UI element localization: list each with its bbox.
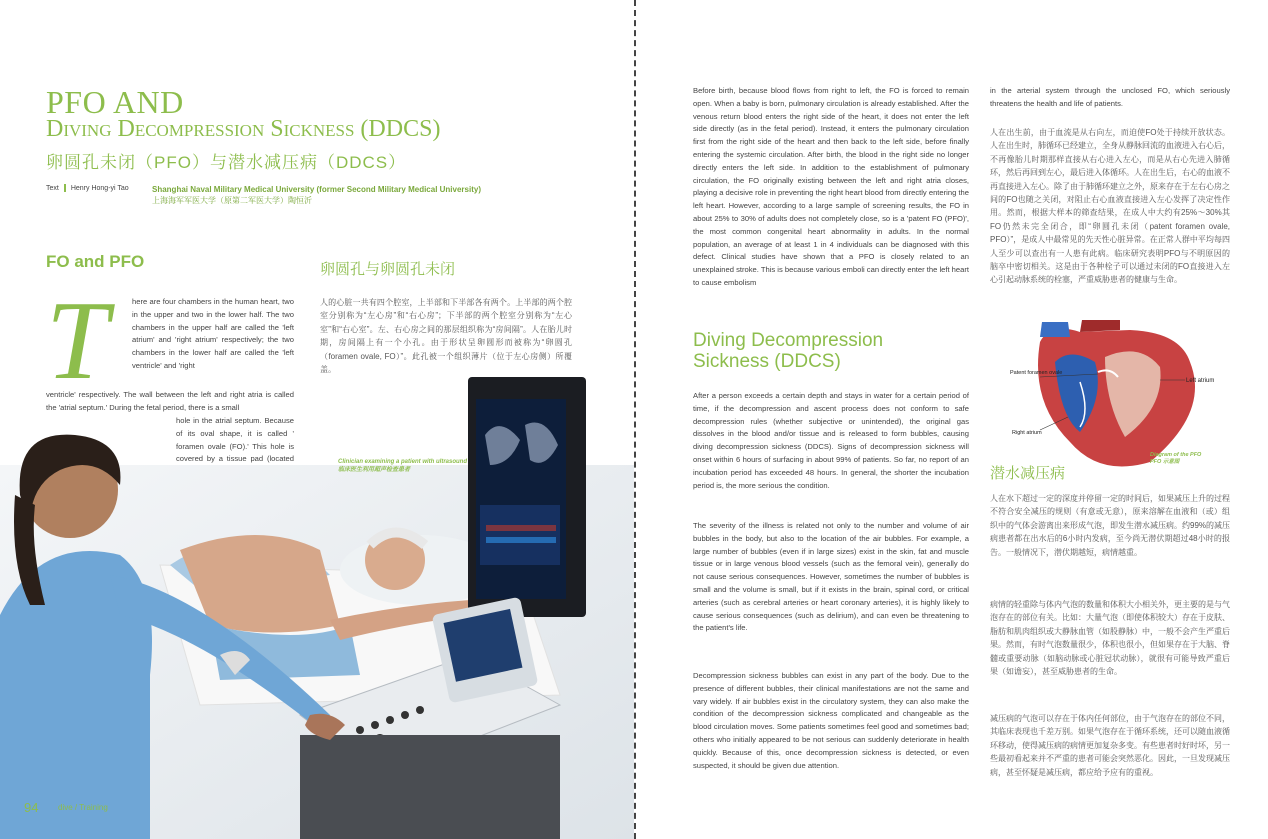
para-fo-cn: [320, 296, 572, 375]
affiliation-en: Shanghai Naval Military Medical University (former Second Military Medical University): [152, 185, 481, 194]
heart-caption: Diagram of the PFO PFO 示意图: [1150, 452, 1202, 465]
publication-name: dive / Training: [58, 803, 108, 812]
para-pfo-cn: 人在出生前，由于血流是从右向左，而迫使FO处于持续开放状态。人在出生时，肺循环已经建立，全身从静脉回流的血液进入右心后，不再像胎儿时期那样直接从右心进入左心，而是从右心先进入肺循环，然后再回到左心，最后进入体循环。人在出生后，右心的血液不再直接进入左心。除了由于肺循环建立之外，原来存在于左右心房之间的FO也随之关闭，对阻止右心血液直接进入左心发挥了决定性作用。然而，根据大样本的筛查结果，在成人中大约有25%～30%其FO仍然未完全闭合，即“卵圆孔未闭（patent foramen ovale, PFO）”，是成人中最常见的先天性心脏异常。在正常人群中平均每四人至少可以查出有一人患有此病。临床研究表明PFO与不明原因的脑卒中密切相关。这是由于各种栓子可以通过未闭的FO直接进入左心引起动脉系统的栓塞，严重威胁患者的健康与生命。: [990, 128, 1230, 285]
para-ddcs-cn-2: 病情的轻重除与体内气泡的数量和体积大小相关外，更主要的是与气泡存在的部位有关。比如：大量气泡（即使体积较大）存在于皮肤、脂肪和肌肉组织或大静脉血管（如股静脉）中，一般不会产生严重后果。然而，有时气泡数量很少，体积也很小，但如果存在于大脑、脊髓或重要动脉（如脑动脉或心脏冠状动脉），就很有可能导致严重后果（如谵妄），甚至威胁患者的生命。: [990, 600, 1230, 677]
para-fo-cn-text: 人的心脏一共有四个腔室，上半部和下半部各有两个。上半部的两个腔室分别称为“左心房”和“右心房”；下半部的两个腔室分别称为“左心室”和“右心室”。左、右心房之间的那层组织称为“房间隔”。人在胎儿时期，房间隔上有一个小孔。由于形状呈卵圆形而被称为“卵圆孔（foramen ovale, FO）”。此孔被一个组织薄片（位于左心房侧）所覆盖。: [320, 298, 572, 375]
heading-fo-pfo-cn: 卵圆孔与卵圆孔未闭: [320, 261, 456, 278]
para-fo-wrap: here are four chambers in the human heart, two in the upper and two in the lower half. The two chambers in the upper half are called the 'left atrium' and 'right atrium' respectively; the two chambers in the lower half are called the 'left ventricle' and 'right: [132, 297, 294, 370]
para-fo-full: ventricle' respectively. The wall between the left and right atria is called the 'atrial septum.' During the fetal period, there is a small: [46, 390, 294, 412]
para-ddcs-cn-3: 减压病的气泡可以存在于体内任何部位，由于气泡存在的部位不同，其临床表现也千差万别。如果气泡存在于循环系统，还可以随血液循环移动，使得减压病的病情更加复杂多变。有些患者时好时坏，另一些最初看起来并不严重的患者可能会突然恶化。因此，一旦发现减压病，甚至怀疑是减压病，都应给予应有的重视。: [990, 714, 1230, 777]
affiliation: [152, 184, 481, 206]
heading-ddcs-cn: 潜水减压病: [990, 465, 1066, 482]
affiliation-cn: 上海海军军医大学（原第二军医大学）陶恒沂: [152, 196, 312, 205]
byline-divider: [64, 184, 66, 192]
para-ddcs-3: Decompression sickness bubbles can exist in any part of the body. Due to the presence of different bubbles, their clinical manifestations are not the same and vary widely. If air bubbles exist in the circulatory system, they can also make the condition of the decompression sickness complicated and changeable as the blood circulation moves. Some patients sometimes feel good and sometimes bad; others who initially appeared to be not serious can suddenly deteriorate in health quickly. Because of this, once decompression sickness is detected, or even suspected, it should be given due attention.: [693, 671, 969, 770]
photo-caption: Clinician examining a patient with ultrasound 临床医生利用超声检查患者: [338, 459, 468, 473]
pfo-heart-diagram: [1010, 322, 1220, 472]
heading-ddcs: Diving Decompression Sickness (DDCS): [693, 330, 884, 372]
drop-cap: T: [46, 279, 109, 403]
para-fo-indent: hole in the atrial septum. Because of its oval shape, it is called ' foramen ovale (FO).' This hole is covered by a tissue pad (located: [176, 416, 294, 464]
heart-label-left-atrium: Left atrium: [1186, 378, 1215, 384]
byline: [46, 184, 129, 192]
heart-label-right-atrium: Right atrium: [1012, 430, 1042, 436]
para-pfo-en: Before birth, because blood flows from right to left, the FO is forced to remain open. When a baby is born, pulmonary circulation is already established. After the venous return blood enters the right side of the heart, it does not enter the left side directly (as in the fetal period). Instead, it enters the pulmonary circulation first from the right side of the heart and then back to the left side, before finally entering the systemic circulation. After birth, the blood in the right side no longer directly enters the left side. In addition to the establishment of pulmonary circulation, the FO originally existing between the left and right atria closes, playing a decisive role in preventing the right heart blood from directly entering the left heart. However, according to a large sample of screening results, the FO in about 25% to 30% of adults does not completely close, so is a 'patent FO (PFO)', the most common congenital heart abnormality in adults. In the normal population, an average of at least 1 in 4 individuals can be diagnosed with this defect. Clinical studies have shown that a PFO is closely related to an unexplained stroke. This is because various emboli can directly enter the left heart to cause embolism: [693, 86, 969, 287]
byline-author: Henry Hong-yi Tao: [70, 184, 129, 192]
ultrasound-photo: [0, 375, 634, 839]
para-ddcs-1: After a person exceeds a certain depth and stays in water for a certain period of time, if the decompression and ascent process does not conform to safe decompression rules (whether subjective or unintended), the original gas dissolves in the blood and/or tissue and is released to form bubbles, causing diving decompression sickness (DDCS). Signs of decompression sickness will onset within 6 hours of surfacing in about 99% of patients. So far, no report of an incubation period has exceeded 48 hours. In general, the shorter the incubation period is, the more serious the condition.: [693, 391, 969, 490]
para-ddcs-2: The severity of the illness is related not only to the number and volume of air bubbles in the body, but also to the location of the air bubbles. For example, a large number of bubbles (even if in large sizes) exist in the skin, fat and muscle tissue or in large venous blood vessels (such as the femoral vein), generally do not cause serious consequences. However, sometimes the number of bubbles is small and the volume is small, but if it exists in the brain, spinal cord, or critical arteries (such as cerebral arteries or heart coronary arteries), it is highly likely to cause serious consequences (such as delirium), and can even be threatening to the patient's life.: [693, 521, 969, 633]
heart-label-pfo: Patent foramen ovale: [1010, 370, 1063, 376]
para-pfo-end: in the arterial system through the unclosed FO, which seriously threatens the health and life of patients.: [990, 86, 1230, 108]
title-chinese: 卵圆孔未闭（PFO）与潜水减压病（DDCS）: [46, 153, 407, 172]
byline-label: Text: [46, 184, 59, 192]
heading-fo-pfo: FO and PFO: [46, 252, 145, 271]
title-line-2: Diving Decompression Sickness (DDCS): [46, 116, 441, 142]
para-ddcs-cn-1: 人在水下超过一定的深度并停留一定的时间后，如果减压上升的过程不符合安全减压的规则（有意或无意），原来溶解在血液和（或）组织中的气体会游离出来形成气泡，即发生潜水减压病。约99%的减压病患者都在出水后的6小时内发病，至今尚无潜伏期超过48小时的报告。一般情况下，潜伏期越短，病情越重。: [990, 494, 1231, 557]
page-number: 94: [24, 800, 39, 815]
title-line-1: PFO AND: [46, 84, 184, 120]
